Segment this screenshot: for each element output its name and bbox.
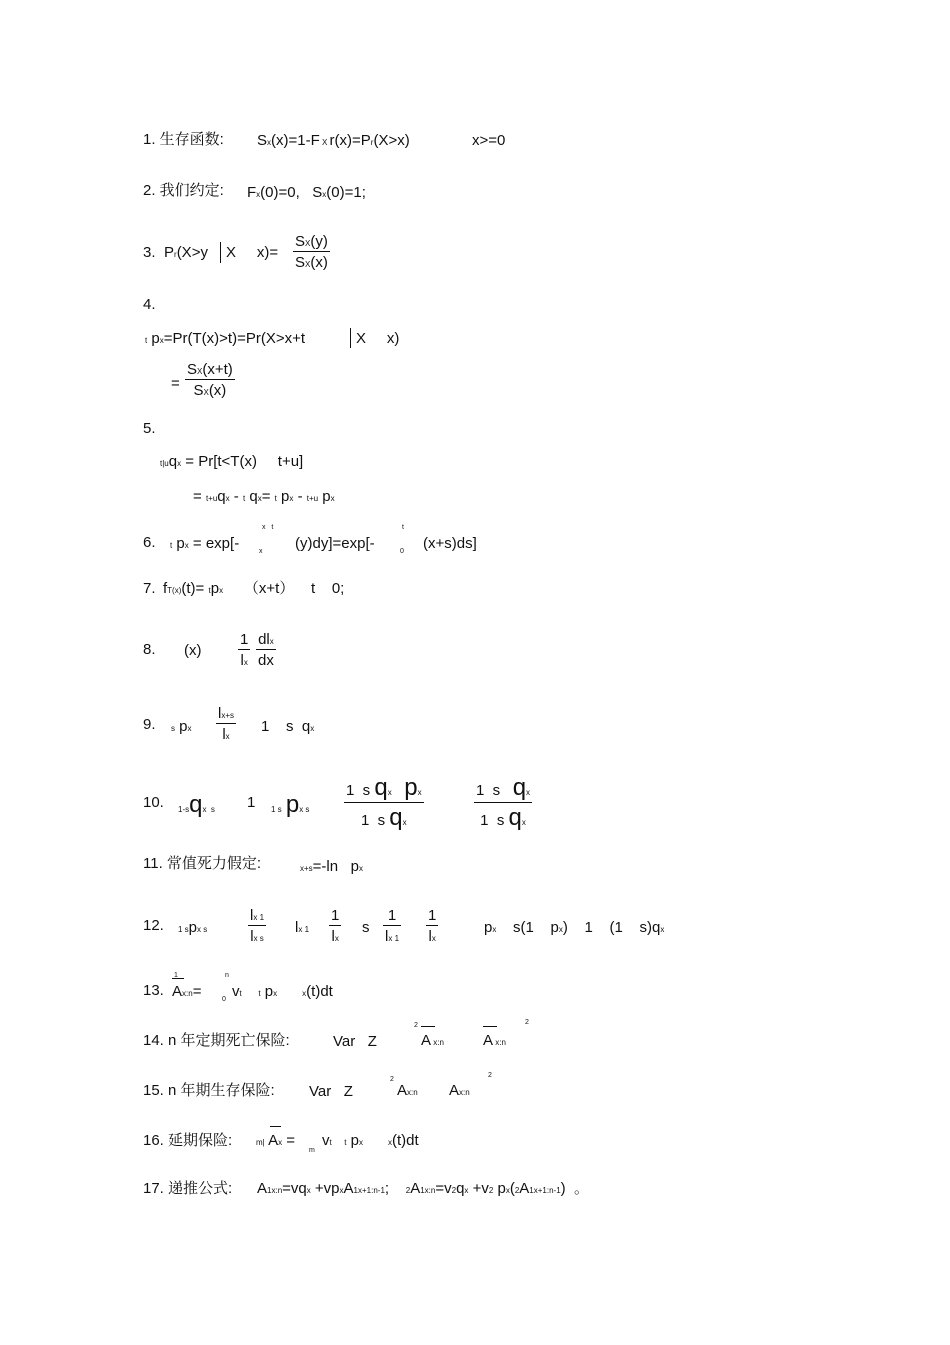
formula-1-expr: Sx(x)=1-F X r(x)=Pr(X>x) (257, 132, 410, 149)
formula-7 (143, 580, 156, 598)
formula-2-label: 2. 我们约定: (143, 182, 224, 199)
formula-13-label: 13. (143, 982, 164, 999)
formula-10-label: 10. (143, 794, 164, 811)
fraction-12d: $\frac{1}{lx}$ (428, 907, 437, 945)
formula-9 (143, 716, 156, 734)
formula-1-domain: x>=0 (472, 132, 506, 149)
formula-17 (143, 1180, 232, 1198)
integral-upper-limit: n (225, 972, 229, 979)
overbar (270, 1126, 281, 1127)
integral-lower-limit: m (309, 1147, 315, 1154)
formula-15 (143, 1082, 275, 1100)
formula-4-label: 4. (143, 296, 156, 313)
fraction-12a: $\frac{lx 1}{\text{lx s}}$ (250, 907, 265, 945)
formula-15-a1: Ax:n (397, 1082, 418, 1099)
formula-10-one: 1 (247, 794, 256, 811)
formula-13-rhs: vt t px x(t)dt (232, 983, 333, 1000)
formula-4-cond: X x) (356, 330, 400, 347)
formula-12 (143, 917, 164, 935)
formula-5-label: 5. (143, 420, 156, 437)
formula-12-rhs: px s(1 px) 1 (1 s)qx (484, 919, 665, 936)
formula-2 (143, 182, 224, 200)
fraction-8b: dlx dx (258, 631, 274, 669)
formula-17-label: 17. 递推公式: (143, 1180, 233, 1197)
fraction-9: $\frac{lx+s}{lx}$ (218, 705, 235, 743)
formula-12-label: 12. (143, 917, 164, 934)
formula-9-rhs: 1 s qx (261, 718, 315, 735)
formula-11-label: 11. 常值死力假定: (143, 855, 262, 872)
formula-8 (143, 641, 156, 659)
superscript: 2 (525, 1019, 529, 1026)
formula-9-lhs: s px (171, 718, 192, 735)
formula-10-p: 1 s px s (271, 791, 310, 818)
formula-3 (143, 244, 156, 262)
formula-13 (143, 982, 164, 1000)
fraction-12c: $\frac{1}{lx 1}$ (385, 907, 400, 945)
formula-7-label: 7. (143, 580, 156, 597)
integral-lower-limit: x (259, 548, 263, 555)
formula-5-line2: = t+uqx - t qx= t px - t+u px (193, 488, 335, 505)
formula-7-expr: fT(x)(t)= tpx （x+t） t 0; (163, 580, 345, 597)
formula-11 (143, 855, 261, 873)
overbar (421, 1026, 435, 1027)
given-bar (350, 328, 351, 348)
formula-4-line1: t px=Pr(T(x)>t)=Pr(X>x+t (145, 330, 306, 347)
formula-1 (143, 131, 224, 149)
formula-14-label: 14. n 年定期死亡保险: (143, 1032, 290, 1049)
formula-9-label: 9. (143, 716, 156, 733)
formula-11-expr: x+s=-ln px (300, 858, 363, 875)
formula-4 (143, 296, 156, 314)
fraction-12b: $\frac{1}{lx}$ (331, 907, 340, 945)
formula-12-lhs: 1 spx s (178, 919, 208, 936)
integral-upper-limit: t (402, 524, 404, 531)
formula-10-lhs: 1-sqx s (178, 791, 215, 818)
formula-3-lhs: Pr(X>y (164, 244, 208, 261)
formula-8-lhs: (x) (184, 642, 202, 659)
formula-16-label: 16. 延期保险: (143, 1132, 233, 1149)
formula-2-expr: Fx(0)=0, Sx(0)=1; (247, 184, 366, 201)
integral-lower-limit: 0 (222, 996, 226, 1003)
formula-15-var: Var Z (309, 1083, 353, 1100)
formula-5-line1: t|uqx = Pr[t<T(x) t+u] (160, 453, 304, 470)
formula-12-s: s (362, 919, 370, 936)
formula-6-mid: (y)dy]=exp[- (295, 535, 375, 552)
formula-17-expr: A1x:n=vqx +vpxA1x+1:n-1; 2A1x:n=v2qx +v2 px(2A1x+1:n-1) 。 (257, 1180, 589, 1197)
formula-5 (143, 420, 156, 438)
formula-6-lhs: t px = exp[- (170, 535, 240, 552)
formula-6-rhs: (x+s)ds] (423, 535, 477, 552)
formula-16-rhs: vt t px x(t)dt (322, 1132, 419, 1149)
formula-13-lhs: Ax:n= (172, 983, 202, 1000)
formula-14-var: Var Z (333, 1033, 377, 1050)
superscript: 2 (390, 1076, 394, 1083)
superscript: 2 (488, 1072, 492, 1079)
formula-15-label: 15. n 年期生存保险: (143, 1082, 275, 1099)
formula-8-label: 8. (143, 641, 156, 658)
formula-16-lhs: m| Ax = (256, 1132, 296, 1149)
fraction-10b: $\frac{\text{1 s qx}}{\text{1 s qx}}$ (476, 774, 531, 831)
formula-15-a2: Ax:n (449, 1082, 470, 1099)
formula-3-label: 3. (143, 244, 156, 261)
formula-14-a1: A x:n (421, 1032, 444, 1049)
formula-12-l: lx 1 (295, 919, 310, 936)
integral-lower-limit: 0 (400, 548, 404, 555)
fraction-10a: $\frac{\text{1 s qx px}}{\text{1 s qx}}$ (346, 774, 422, 831)
formula-6-label: 6. (143, 534, 156, 551)
formula-10 (143, 794, 164, 812)
equals-sign: = (171, 375, 180, 392)
formula-14-a2: A x:n (483, 1032, 506, 1049)
formula-14 (143, 1032, 290, 1050)
overbar (172, 978, 184, 979)
formula-6 (143, 534, 156, 552)
formula-16 (143, 1132, 232, 1150)
fraction-3: $\frac{SX(y)}{SX(x)}$ (295, 233, 328, 271)
given-bar (220, 242, 221, 263)
integral-upper-limit: x t (262, 524, 274, 531)
fraction-4: $\frac{SX(x+t)}{SX(x)}$ (187, 361, 233, 399)
fraction-8a: $\frac{1}{lx}$ (240, 631, 249, 669)
bar-one: 1 (174, 972, 178, 979)
superscript: 2 (414, 1022, 418, 1029)
formula-3-cond: X x)= (226, 244, 279, 261)
overbar (483, 1026, 497, 1027)
formula-1-label: 1. 生存函数: (143, 131, 224, 148)
